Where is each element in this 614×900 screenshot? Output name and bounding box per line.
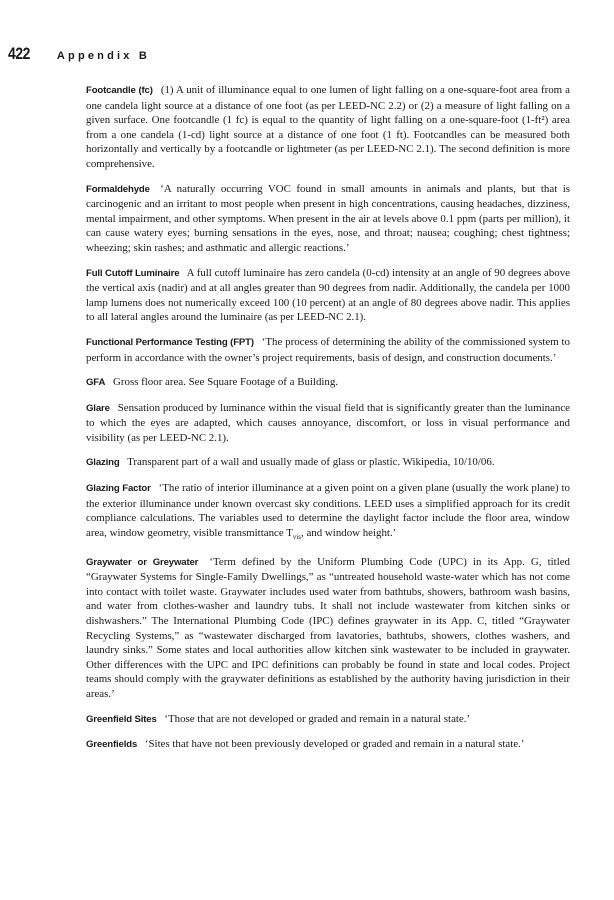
glossary-entry-glazing bbox=[86, 455, 570, 471]
entry-term: Greenfield Sites bbox=[86, 713, 157, 725]
entry-term: Greenfields bbox=[86, 739, 138, 751]
glossary-entry-greenfield-sites bbox=[86, 712, 570, 728]
entry-definition-subscript: vis bbox=[292, 533, 302, 542]
entry-definition: Sensation produced by luminance within the visual field that is significantly greater than the luminance to which the eyes are adapted, which causes annoyance, discomfort, or loss in visual performance and visibility (as per LEED-NC 2.1). bbox=[86, 401, 570, 444]
entry-definition: Transparent part of a wall and usually made of glass or plastic. Wikipedia, 10/10/06. bbox=[127, 456, 495, 469]
page-header bbox=[8, 44, 150, 64]
glossary-entry-functional-performance-testing bbox=[86, 335, 570, 365]
entry-term: Glazing bbox=[86, 457, 120, 469]
entry-definition-tail: , and window height.’ bbox=[301, 526, 397, 539]
entry-definition: ‘Term defined by the Uniform Plumbing Code (UPC) in its App. G, titled “Graywater Systems for Single-Family Dwellings,” as “untreated household waste-water which has not come into contact with toilet waste. Graywater includes used water from bathtubs, showers, bathroom wash basins, and water from clothes-washer and laundry tubs. It shall not include wastewater from kitchen sinks or dishwashers.” The International Plumbing Code (IPC) defines graywater in its App. C, titled “Graywater Recycling Systems,” as “wastewater discharged from lavatories, bathtubs, showers, clothes washers, and laundry sinks.” Some states and local authorities allow kitchen sink wastewater to be included in graywater. Other differences with the UPC and IPC definitions can probably be found in state and local codes. Project teams should comply with the graywater definitions as established by the authority having jurisdiction in their areas.’ bbox=[86, 555, 571, 700]
entry-term: Glare bbox=[86, 402, 110, 414]
entry-definition: (1) A unit of illuminance equal to one lumen of light falling on a one-square-foot area from a one candela light source at a distance of one foot (as per LEED-NC 2.2) or (2) a measure of light falling on a given surface. One footcandle (1 fc) is equal to the quantity of light falling on a one-square-foot (1-ft²) area from a one candela (1-cd) light source at a distance of one foot (1 ft). Footcandles can be measured both horizontally and vertically by a footcandle or lightmeter (as per LEED-NC 2.1). The second definition is more comprehensive. bbox=[86, 84, 570, 170]
entry-definition bbox=[86, 482, 570, 542]
glossary-entry-formaldehyde bbox=[86, 182, 570, 256]
glossary-entry-gfa bbox=[86, 375, 570, 391]
entry-term: Functional Performance Testing (FPT) bbox=[86, 336, 254, 348]
glossary-entry-footcandle bbox=[86, 83, 570, 172]
glossary-entry-glazing-factor bbox=[86, 481, 570, 545]
entry-term: Graywater or Greywater bbox=[86, 556, 199, 568]
entry-term: Glazing Factor bbox=[86, 483, 151, 495]
entry-term: GFA bbox=[86, 377, 106, 389]
entry-term: Formaldehyde bbox=[86, 183, 150, 195]
entry-definition: ‘Those that are not developed or graded and remain in a natural state.’ bbox=[164, 712, 471, 725]
entry-definition: ‘The process of determining the ability of the commissioned system to perform in accordance with the owner’s project requirements, basis of design, and construction documents.’ bbox=[86, 335, 570, 364]
glossary-entry-greenfields bbox=[86, 737, 570, 753]
glossary-entry-glare bbox=[86, 401, 570, 446]
glossary-entry-full-cutoff-luminaire bbox=[86, 266, 570, 325]
entry-definition: ‘A naturally occurring VOC found in small amounts in animals and plants, but that is carcinogenic and an irritant to most people when present in high concentrations, causing headaches, dizziness, mental impairment, and other symptoms. When present in the air at levels above 0.1 ppm (parts per million), it can cause watery eyes; burning sensations in the eyes, nose, and throat; nausea; coughing; chest tightness; wheezing; skin rashes; and asthmatic and allergic reactions.’ bbox=[86, 182, 570, 254]
page-number: 422 bbox=[8, 44, 31, 63]
entry-term: Footcandle (fc) bbox=[86, 85, 153, 96]
entry-definition: ‘Sites that have not been previously developed or graded and remain in a natural state.’ bbox=[144, 738, 525, 751]
glossary-body bbox=[86, 83, 570, 763]
entry-definition-text: ‘The ratio of interior illuminance at a given point on a given plane (usually the work plane) to the exterior illuminance under known overcast sky conditions. LEED uses a simplified approach for its credit compliance calculations. The variables used to determine the daylight factor include the floor area, window area, window geometry, visible transmittance T bbox=[86, 482, 570, 539]
entry-term: Full Cutoff Luminaire bbox=[86, 267, 180, 279]
entry-definition: A full cutoff luminaire has zero candela (0-cd) intensity at an angle of 90 degrees above the vertical axis (nadir) and at all angles greater than 90 degrees from nadir. Additionally, the candela per 1000 lamp lumens does not numerically exceed 100 (10 percent) at an angle of 80 degrees above nadir. This applies to all lateral angles around the luminaire (as per LEED-NC 2.1). bbox=[86, 266, 571, 324]
running-head: Appendix B bbox=[56, 50, 150, 62]
entry-definition: Gross floor area. See Square Footage of a Building. bbox=[113, 376, 339, 389]
glossary-entry-graywater bbox=[86, 555, 570, 702]
